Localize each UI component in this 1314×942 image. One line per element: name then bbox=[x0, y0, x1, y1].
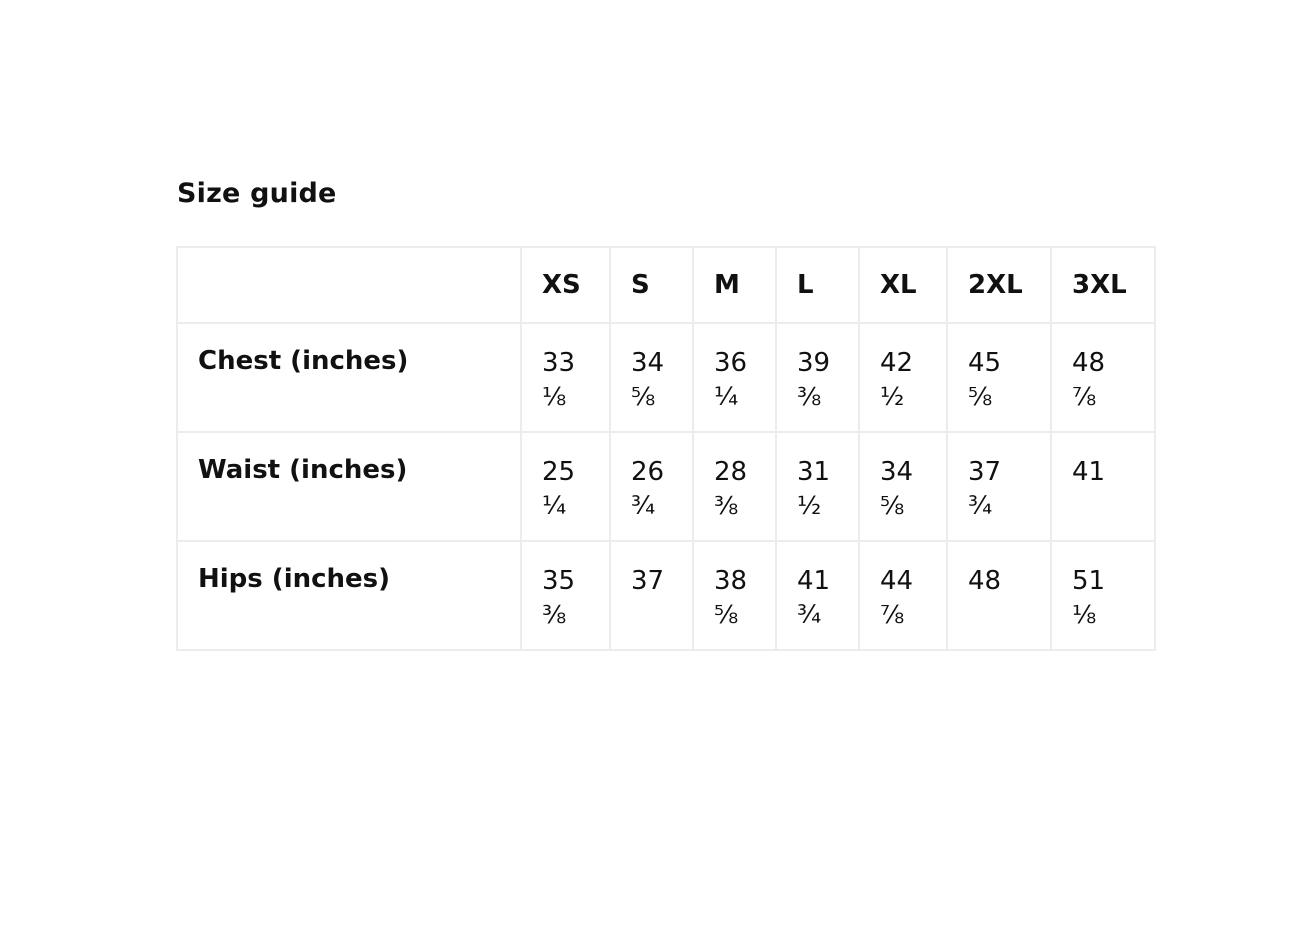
hips-m-cell bbox=[693, 541, 776, 650]
row-label-waist: Waist (inches) bbox=[177, 432, 521, 541]
cell-fraction: ½ bbox=[797, 491, 822, 520]
cell-fraction: ¼ bbox=[542, 491, 567, 520]
size-header-l: L bbox=[776, 247, 859, 323]
waist-l-cell bbox=[776, 432, 859, 541]
hips-l-cell bbox=[776, 541, 859, 650]
table-row-chest bbox=[177, 323, 1155, 432]
size-header-xs: XS bbox=[521, 247, 610, 323]
table-row-waist bbox=[177, 432, 1155, 541]
hips-3xl-cell bbox=[1051, 541, 1155, 650]
cell-whole: 34 bbox=[631, 348, 665, 378]
cell-fraction: ½ bbox=[880, 382, 905, 411]
cell-whole: 39 bbox=[797, 348, 831, 378]
cell-fraction: ⅞ bbox=[880, 600, 905, 629]
cell-fraction: ¾ bbox=[631, 491, 656, 520]
cell-fraction: ⅝ bbox=[631, 382, 656, 411]
table-header-row bbox=[177, 247, 1155, 323]
cell-whole: 38 bbox=[714, 566, 748, 596]
chest-2xl-cell bbox=[947, 323, 1051, 432]
cell-whole: 25 bbox=[542, 457, 576, 487]
cell-fraction: ¾ bbox=[968, 491, 993, 520]
waist-2xl-cell bbox=[947, 432, 1051, 541]
cell-fraction: ⅝ bbox=[880, 491, 905, 520]
cell-whole: 48 bbox=[1072, 348, 1106, 378]
chest-xs-cell bbox=[521, 323, 610, 432]
waist-m-cell bbox=[693, 432, 776, 541]
waist-xl-cell bbox=[859, 432, 947, 541]
cell-whole: 42 bbox=[880, 348, 914, 378]
size-header-xl: XL bbox=[859, 247, 947, 323]
cell-fraction: ⅝ bbox=[968, 382, 993, 411]
chest-l-cell bbox=[776, 323, 859, 432]
row-label-hips: Hips (inches) bbox=[177, 541, 521, 650]
cell-fraction: ⅛ bbox=[542, 382, 567, 411]
hips-2xl-cell bbox=[947, 541, 1051, 650]
cell-fraction: ⅞ bbox=[1072, 382, 1097, 411]
cell-whole: 26 bbox=[631, 457, 665, 487]
waist-s-cell bbox=[610, 432, 693, 541]
size-header-3xl: 3XL bbox=[1051, 247, 1155, 323]
cell-whole: 44 bbox=[880, 566, 914, 596]
cell-whole: 35 bbox=[542, 566, 576, 596]
cell-whole: 41 bbox=[1072, 457, 1106, 487]
cell-fraction: ¼ bbox=[714, 382, 739, 411]
hips-xs-cell bbox=[521, 541, 610, 650]
cell-fraction: ⅜ bbox=[542, 600, 567, 629]
cell-whole: 37 bbox=[968, 457, 1002, 487]
cell-fraction: ⅜ bbox=[714, 491, 739, 520]
chest-s-cell bbox=[610, 323, 693, 432]
hips-s-cell bbox=[610, 541, 693, 650]
cell-whole: 41 bbox=[797, 566, 831, 596]
cell-whole: 33 bbox=[542, 348, 576, 378]
cell-whole: 48 bbox=[968, 566, 1002, 596]
cell-whole: 28 bbox=[714, 457, 748, 487]
cell-fraction: ⅜ bbox=[797, 382, 822, 411]
chest-3xl-cell bbox=[1051, 323, 1155, 432]
cell-whole: 36 bbox=[714, 348, 748, 378]
cell-fraction: ⅝ bbox=[714, 600, 739, 629]
page-title: Size guide bbox=[177, 178, 337, 209]
size-header-m: M bbox=[693, 247, 776, 323]
cell-whole: 31 bbox=[797, 457, 831, 487]
size-header-2xl: 2XL bbox=[947, 247, 1051, 323]
cell-whole: 34 bbox=[880, 457, 914, 487]
cell-whole: 37 bbox=[631, 566, 665, 596]
chest-xl-cell bbox=[859, 323, 947, 432]
size-header-s: S bbox=[610, 247, 693, 323]
waist-3xl-cell bbox=[1051, 432, 1155, 541]
cell-whole: 51 bbox=[1072, 566, 1106, 596]
header-corner-cell bbox=[177, 247, 521, 323]
row-label-chest: Chest (inches) bbox=[177, 323, 521, 432]
size-guide-table bbox=[176, 246, 1156, 651]
waist-xs-cell bbox=[521, 432, 610, 541]
cell-fraction: ⅛ bbox=[1072, 600, 1097, 629]
cell-whole: 45 bbox=[968, 348, 1002, 378]
chest-m-cell bbox=[693, 323, 776, 432]
cell-fraction: ¾ bbox=[797, 600, 822, 629]
table-row-hips bbox=[177, 541, 1155, 650]
hips-xl-cell bbox=[859, 541, 947, 650]
